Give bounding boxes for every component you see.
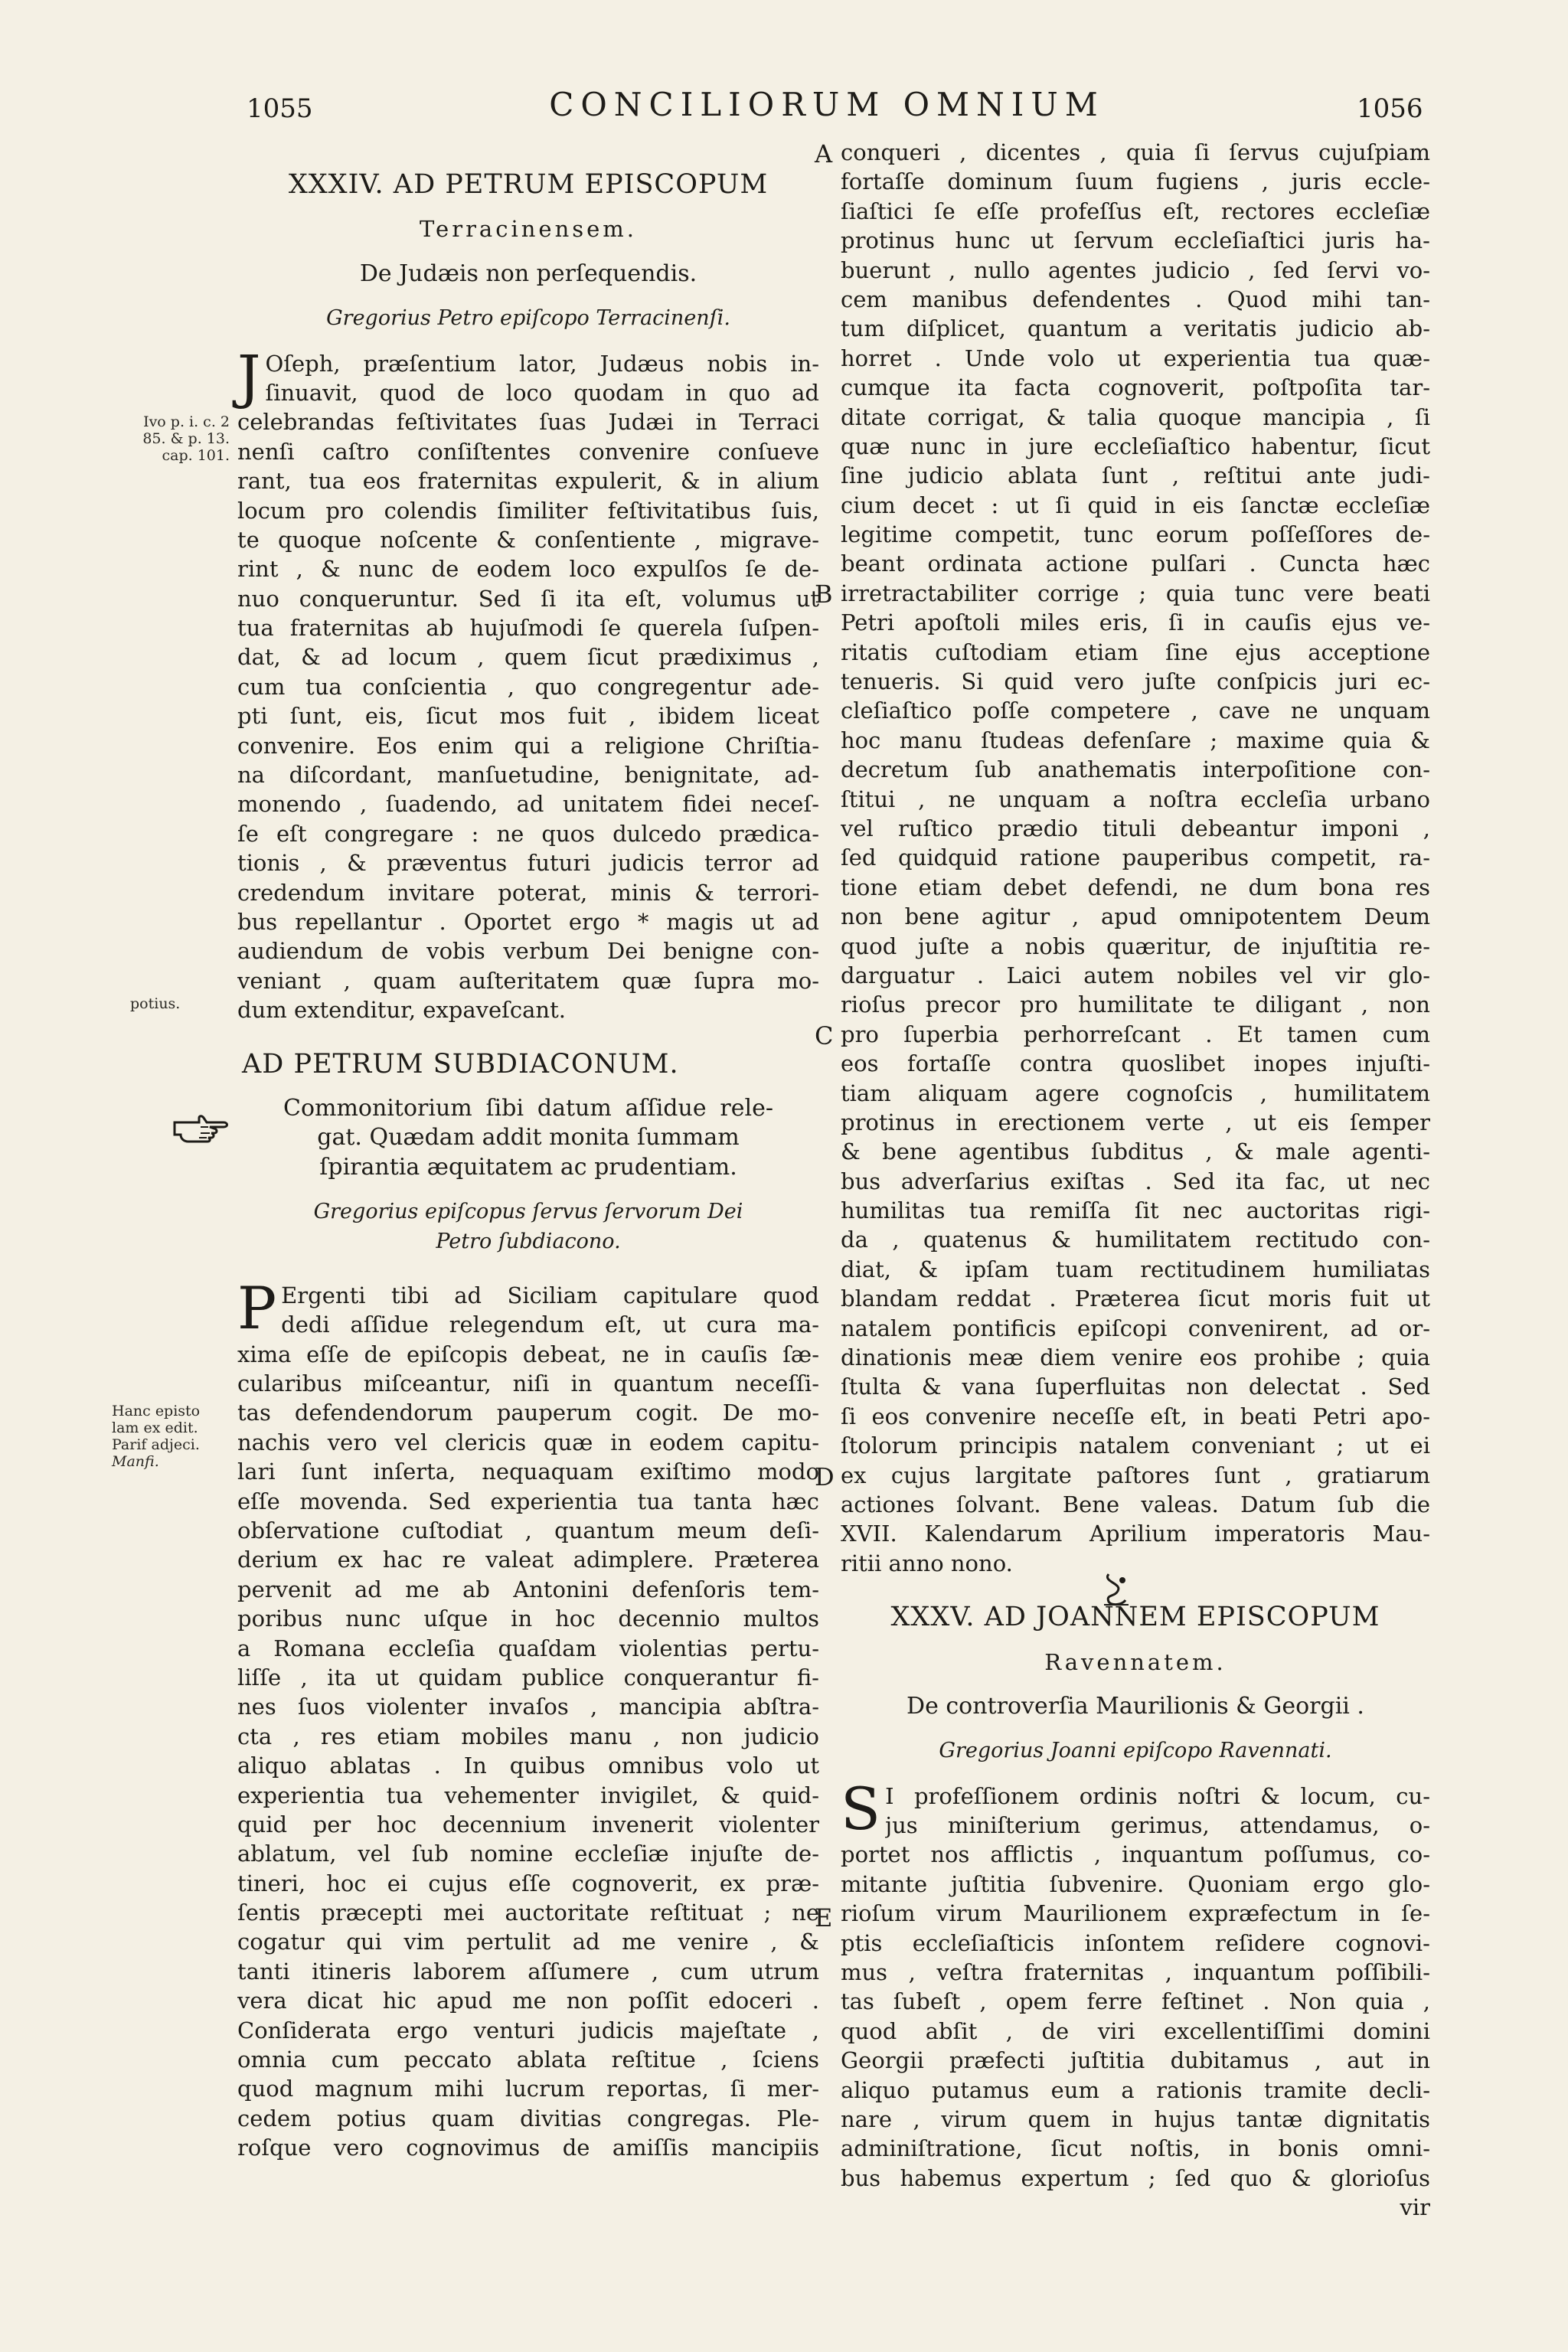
- text-line: bus repellantur . Oportet ergo * magis ut ad: [237, 908, 819, 935]
- text-line: rint , & nunc de eodem loco expulſos ſe de-: [237, 556, 819, 583]
- text-line: liſſe , ita ut quidam publice conquerantur fi-: [237, 1664, 819, 1690]
- text-line: cium decet : ut ſi quid in eis ſanctæ eccleſiæ: [841, 492, 1430, 518]
- text-line: vel ruſtico prædio tituli debeantur imponi ,: [841, 815, 1430, 841]
- text-line: cumque ita facta cognoverit, poſtpoſita tar-: [841, 374, 1430, 401]
- text-line: legitime competit, tunc eorum poſſeſſores de-: [841, 521, 1430, 548]
- text-line: convenire. Eos enim qui a religione Chriſtia-: [237, 732, 819, 759]
- text-line: tione etiam debet defendi, ne dum bona res: [841, 874, 1430, 900]
- text-line: ditate corrigat, & talia quoque mancipia , ſi: [841, 403, 1430, 430]
- letter-topic: De controverſia Maurilionis & Georgii .: [906, 1692, 1364, 1720]
- text-line: Petri apoſtoli miles eris, ſi in cauſis ejus ve-: [841, 609, 1430, 636]
- text-line: I profeſſionem ordinis noſtri & locum, cu-: [885, 1782, 1430, 1809]
- text-line: adminiſtratione, ſicut noſtis, in bonis omni-: [841, 2135, 1430, 2162]
- letter-salutation: Gregorius Joanni epiſcopo Ravennati.: [939, 1739, 1332, 1763]
- text-line: jus miniſterium gerimus, attendamus, o-: [885, 1812, 1430, 1839]
- text-line: tionis , & præventus futuri judicis terror ad: [237, 850, 819, 877]
- catchword: vir: [1400, 2194, 1430, 2221]
- text-line: dum extenditur, expaveſcant.: [237, 997, 566, 1024]
- text-line: vera dicat hic apud me non poſſit edoceri .: [237, 1988, 819, 2014]
- text-line: buerunt , nullo agentes judicio , ſed ſervi vo-: [841, 256, 1430, 283]
- section-marker-c: C: [815, 1021, 834, 1050]
- text-line: tineri, hoc ei cujus eſſe cognoverit, ex præ-: [237, 1870, 819, 1896]
- letter-body: [841, 1774, 1430, 2193]
- text-line: mitante juſtitia ſubvenire. Quoniam ergo glo-: [841, 1870, 1430, 1897]
- text-line: ſtolorum principis natalem conveniant ; ut ei: [841, 1432, 1430, 1459]
- text-line: decretum ſub anathematis interpoſitione con-: [841, 756, 1430, 783]
- text-line: ſi eos convenire neceſſe eſt, in beati Petri apo-: [841, 1403, 1430, 1429]
- text-line: tum diſplicet, quantum a veritatis judicio ab-: [841, 315, 1430, 342]
- margin-note-ivo: Ivo p. i. c. 2 85. & p. 13. cap. 101.: [142, 413, 230, 464]
- text-line: rioſum virum Maurilionem expræfectum in ſe-: [841, 1900, 1430, 1927]
- text-line: credendum invitare poterat, minis & terrori-: [237, 879, 819, 906]
- letter-continuation: [841, 138, 1430, 1578]
- drop-cap: J: [237, 341, 261, 410]
- letter-salutation: Gregorius epiſcopus ſervus ſervorum Dei Petro ſubdiacono.: [313, 1200, 743, 1253]
- text-line: a Romana eccleſia quaſdam violentias pertu-: [237, 1635, 819, 1661]
- text-line: Conſiderata ergo venturi judicis majeſtate ,: [237, 2017, 819, 2043]
- text-line: XVII. Kalendarum Aprilium imperatoris Mau-: [841, 1521, 1430, 1547]
- text-line: conqueri , dicentes , quia ſi ſervus cujuſpiam: [841, 139, 1430, 165]
- text-line: Ergenti tibi ad Siciliam capitulare quod: [281, 1282, 819, 1308]
- text-line: protinus in erectionem verte , ut eis ſemper: [841, 1109, 1430, 1135]
- letter-body: [237, 1273, 819, 2163]
- text-line: quod juſte a nobis quæritur, de injuſtitia re-: [841, 933, 1430, 959]
- text-line: cta , res etiam mobiles manu , non judicio: [237, 1723, 819, 1749]
- text-line: omnia cum peccato ablata reſtitue , ſciens: [237, 2047, 819, 2073]
- text-line: ſed quidquid ratione pauperibus competit, ra-: [841, 844, 1430, 871]
- text-line: fortaſſe dominum ſuum fugiens , juris eccle-: [841, 168, 1430, 195]
- text-line: xima eſſe de epiſcopis debeat, ne in cauſis ſæ-: [237, 1341, 819, 1367]
- letter-body: [237, 341, 819, 1025]
- text-line: irretractabiliter corrige ; quia tunc vere beati: [841, 580, 1430, 606]
- text-line: ptis eccleſiaſticis inſontem reſidere cognovi-: [841, 1929, 1430, 1956]
- text-line: experientia tua vehementer invigilet, & quid-: [237, 1782, 819, 1808]
- margin-note-hanc-epistolam: Hanc episto lam ex edit. Parif adjeci. Manfi.: [112, 1403, 201, 1470]
- page-number-left: 1055: [247, 93, 313, 124]
- page-number-right: 1056: [1357, 93, 1423, 124]
- text-line: eſſe movenda. Sed experientia tua tanta hæc: [237, 1488, 819, 1514]
- text-line: quod magnum mihi lucrum reportas, ſi mer-: [237, 2076, 819, 2102]
- letter-summary: Commonitorium ſibi datum aſſidue rele- gat. Quædam addit monita ſummam ſpirantia æquitatem ac prudentiam.: [283, 1094, 773, 1181]
- text-line: ſinuavit, quod de loco quodam in quo ad: [265, 379, 819, 406]
- text-line: audiendum de vobis verbum Dei benigne con-: [237, 938, 819, 965]
- text-line: ſtulta & vana ſuperfluitas non delectat . Sed: [841, 1374, 1430, 1400]
- text-line: mus , veſtra fraternitas , inquantum poſſibili-: [841, 1959, 1430, 1986]
- text-line: nenſi caſtro conſiſtentes convenire conſueve: [237, 438, 819, 465]
- letter-body-lines: [841, 1774, 1430, 2193]
- running-header: [0, 86, 1568, 132]
- text-line: Georgii præfecti juſtitia dubitamus , aut in: [841, 2047, 1430, 2074]
- text-line: & bene agentibus ſubditus , & male agenti-: [841, 1138, 1430, 1165]
- text-line: monendo , ſuadendo, ad unitatem fidei neceſ-: [237, 791, 819, 818]
- text-line: humilitas tua remiſſa ſit nec auctoritas rigi-: [841, 1197, 1430, 1224]
- text-line: tiam aliquam agere cognoſcis , humilitatem: [841, 1080, 1430, 1106]
- text-line: pti ſunt, eis, ſicut mos fuit , ibidem liceat: [237, 703, 819, 730]
- text-line: hoc manu ſtudeas defenſare ; maxime quia &: [841, 727, 1430, 753]
- text-line: dinationis meæ diem venire eos prohibe ; quia: [841, 1344, 1430, 1371]
- text-line: lari ſunt inſerta, nequaquam exiſtimo modo: [237, 1459, 819, 1485]
- text-line: bus habemus expertum ; ſed quo & glorioſus: [841, 2164, 1430, 2191]
- text-line: quæ nunc in jure eccleſiaſtico habentur, ſicut: [841, 433, 1430, 459]
- text-line: ſine judicio ablata ſunt , reſtitui ante judi-: [841, 462, 1430, 489]
- text-line: cedem potius quam divitias congregas. Ple-: [237, 2105, 819, 2132]
- text-line: rant, tua eos fraternitas expulerit, & in alium: [237, 468, 819, 495]
- text-line: celebrandas feſtivitates ſuas Judæi in Terraci: [237, 409, 819, 436]
- text-line: derium ex hac re valeat adimplere. Præterea: [237, 1547, 819, 1573]
- text-line: horret . Unde volo ut experientia tua quæ-: [841, 345, 1430, 371]
- text-line: pervenit ad me ab Antonini defenſoris tem-: [237, 1576, 819, 1602]
- letter-heading: XXXV. AD JOANNEM EPISCOPUM: [890, 1602, 1380, 1632]
- text-line: quod abſit , de viri excellentiſſimi domini: [841, 2017, 1430, 2044]
- text-line: tanti itineris laborem aſſumere , cum utrum: [237, 1958, 819, 1984]
- text-line: locum pro colendis ſimiliter feſtivitatibus ſuis,: [237, 497, 819, 524]
- letter-heading: AD PETRUM SUBDIACONUM.: [242, 1049, 679, 1079]
- text-line: ſentis præcepti mei auctoritate reſtituat ; ne: [237, 1900, 819, 1926]
- text-line: blandam reddat . Præterea ſicut moris fuit ut: [841, 1285, 1430, 1312]
- text-line: diat, & ipſam tuam rectitudinem humiliatas: [841, 1256, 1430, 1282]
- text-line: roſque vero cognovimus de amiſſis mancipiis: [237, 2135, 819, 2161]
- letter-subheading: Ravennatem.: [1044, 1648, 1227, 1675]
- text-line: cem manibus defendentes . Quod mihi tan-: [841, 286, 1430, 312]
- text-line: ritii anno nono.: [841, 1550, 1013, 1576]
- letter-heading: XXXIV. AD PETRUM EPISCOPUM: [288, 170, 769, 200]
- text-line: obſervatione cuſtodiat , quantum meum deſi-: [237, 1517, 819, 1544]
- text-line: ſe eſt congregare : ne quos dulcedo prædica-: [237, 820, 819, 847]
- text-line: cum tua conſcientia , quo congregentur ade-: [237, 673, 819, 700]
- text-line: tas ſubeſt , opem ferre feſtinet . Non quia ,: [841, 1988, 1430, 2015]
- text-line: te quoque noſcente & conſentiente , migrave-: [237, 526, 819, 553]
- text-line: tenueris. Si quid vero juſte conſpicis juri ec-: [841, 668, 1430, 695]
- text-line: beant ordinata actione pulſari . Cuncta hæc: [841, 550, 1430, 577]
- letter-salutation: Gregorius Petro epiſcopo Terracinenſi.: [326, 306, 730, 331]
- section-marker-b: B: [815, 580, 833, 609]
- section-marker-e: E: [815, 1903, 833, 1932]
- text-line: dedi aſſidue relegendum eſt, ut cura ma-: [281, 1312, 819, 1338]
- text-line: eos fortaſſe contra quoslibet inopes injuſti-: [841, 1050, 1430, 1077]
- text-line: bus adverſarius exiſtas . Sed ita fac, ut nec: [841, 1168, 1430, 1194]
- text-line: cogatur qui vim pertulit ad me venire , &: [237, 1929, 819, 1955]
- text-line: aliquo putamus eum a rationis tramite decli-: [841, 2076, 1430, 2103]
- text-line: dat, & ad locum , quem ſicut prædiximus ,: [237, 644, 819, 671]
- letter-subheading: Terracinensem.: [419, 216, 638, 243]
- text-line: tua fraternitas ab hujuſmodi ſe querela ſuſpen-: [237, 615, 819, 642]
- pointing-hand-icon: [173, 1113, 230, 1144]
- text-line: nare , virum quem in hujus tantæ dignitatis: [841, 2106, 1430, 2132]
- text-line: portet nos afflictis , inquantum poſſumus, co-: [841, 1841, 1430, 1868]
- letter-topic: De Judæis non perſequendis.: [359, 260, 697, 287]
- text-line: nes ſuos violenter invaſos , mancipia abſtra-: [237, 1694, 819, 1720]
- drop-cap: S: [841, 1774, 881, 1843]
- text-line: rioſus precor pro humilitate te diligant , non: [841, 991, 1430, 1018]
- text-line: Oſeph, præſentium lator, Judæus nobis in-: [265, 350, 819, 377]
- text-line: cleſiaſtico poſſe competere , cave ne unquam: [841, 697, 1430, 724]
- left-column: [237, 170, 819, 2163]
- text-line: ſtitui , ne unquam a noſtra eccleſia urbano: [841, 786, 1430, 812]
- text-line: actiones ſolvant. Bene valeas. Datum ſub die: [841, 1491, 1430, 1517]
- text-line: natalem pontificis epiſcopi convenirent, ad or-: [841, 1315, 1430, 1341]
- running-title: CONCILIORUM OMNIUM: [549, 86, 1105, 123]
- margin-note-potius: potius.: [130, 995, 181, 1012]
- text-line: na diſcordant, manſuetudine, benignitate, ad-: [237, 762, 819, 789]
- letter-body-lines: [237, 341, 819, 1025]
- text-line: darguatur . Laici autem nobiles vel vir glo-: [841, 962, 1430, 988]
- text-line: cularibus miſceantur, niſi in quantum neceſſi-: [237, 1370, 819, 1397]
- section-marker-a: A: [815, 139, 833, 168]
- right-column: [841, 138, 1430, 2223]
- text-line: da , quatenus & humilitatem rectitudo con-: [841, 1227, 1430, 1253]
- text-line: pro ſuperbia perhorreſcant . Et tamen cum: [841, 1021, 1430, 1047]
- text-line: veniant , quam auſteritatem quæ ſupra mo-: [237, 967, 819, 994]
- text-line: aliquo ablatas . In quibus omnibus volo ut: [237, 1753, 819, 1779]
- text-line: ex cujus largitate paſtores ſunt , gratiarum: [841, 1462, 1430, 1488]
- letter-body-lines: [237, 1273, 819, 2163]
- section-marker-d: D: [815, 1462, 835, 1491]
- text-line: non bene agitur , apud omnipotentem Deum: [841, 903, 1430, 930]
- text-line: tas defendendorum pauperum cogit. De mo-: [237, 1400, 819, 1426]
- text-line: protinus hunc ut ſervum eccleſiaſtici juris ha-: [841, 227, 1430, 254]
- text-line: quid per hoc decennium invenerit violenter: [237, 1811, 819, 1838]
- text-line: nachis vero vel clericis quæ in eodem capitu-: [237, 1429, 819, 1455]
- text-line: ſiaſtici ſe eſſe profeſſus eſt, rectores eccleſiæ: [841, 198, 1430, 224]
- text-line: nuo conqueruntur. Sed ſi ita eſt, volumus ut: [237, 585, 819, 612]
- drop-cap: P: [237, 1273, 277, 1342]
- text-line: poribus nunc uſque in hoc decennio multos: [237, 1606, 819, 1632]
- text-line: ablatum, vel ſub nomine eccleſiæ injuſte de-: [237, 1841, 819, 1867]
- text-line: ritatis cuſtodiam etiam ſine ejus acceptione: [841, 639, 1430, 665]
